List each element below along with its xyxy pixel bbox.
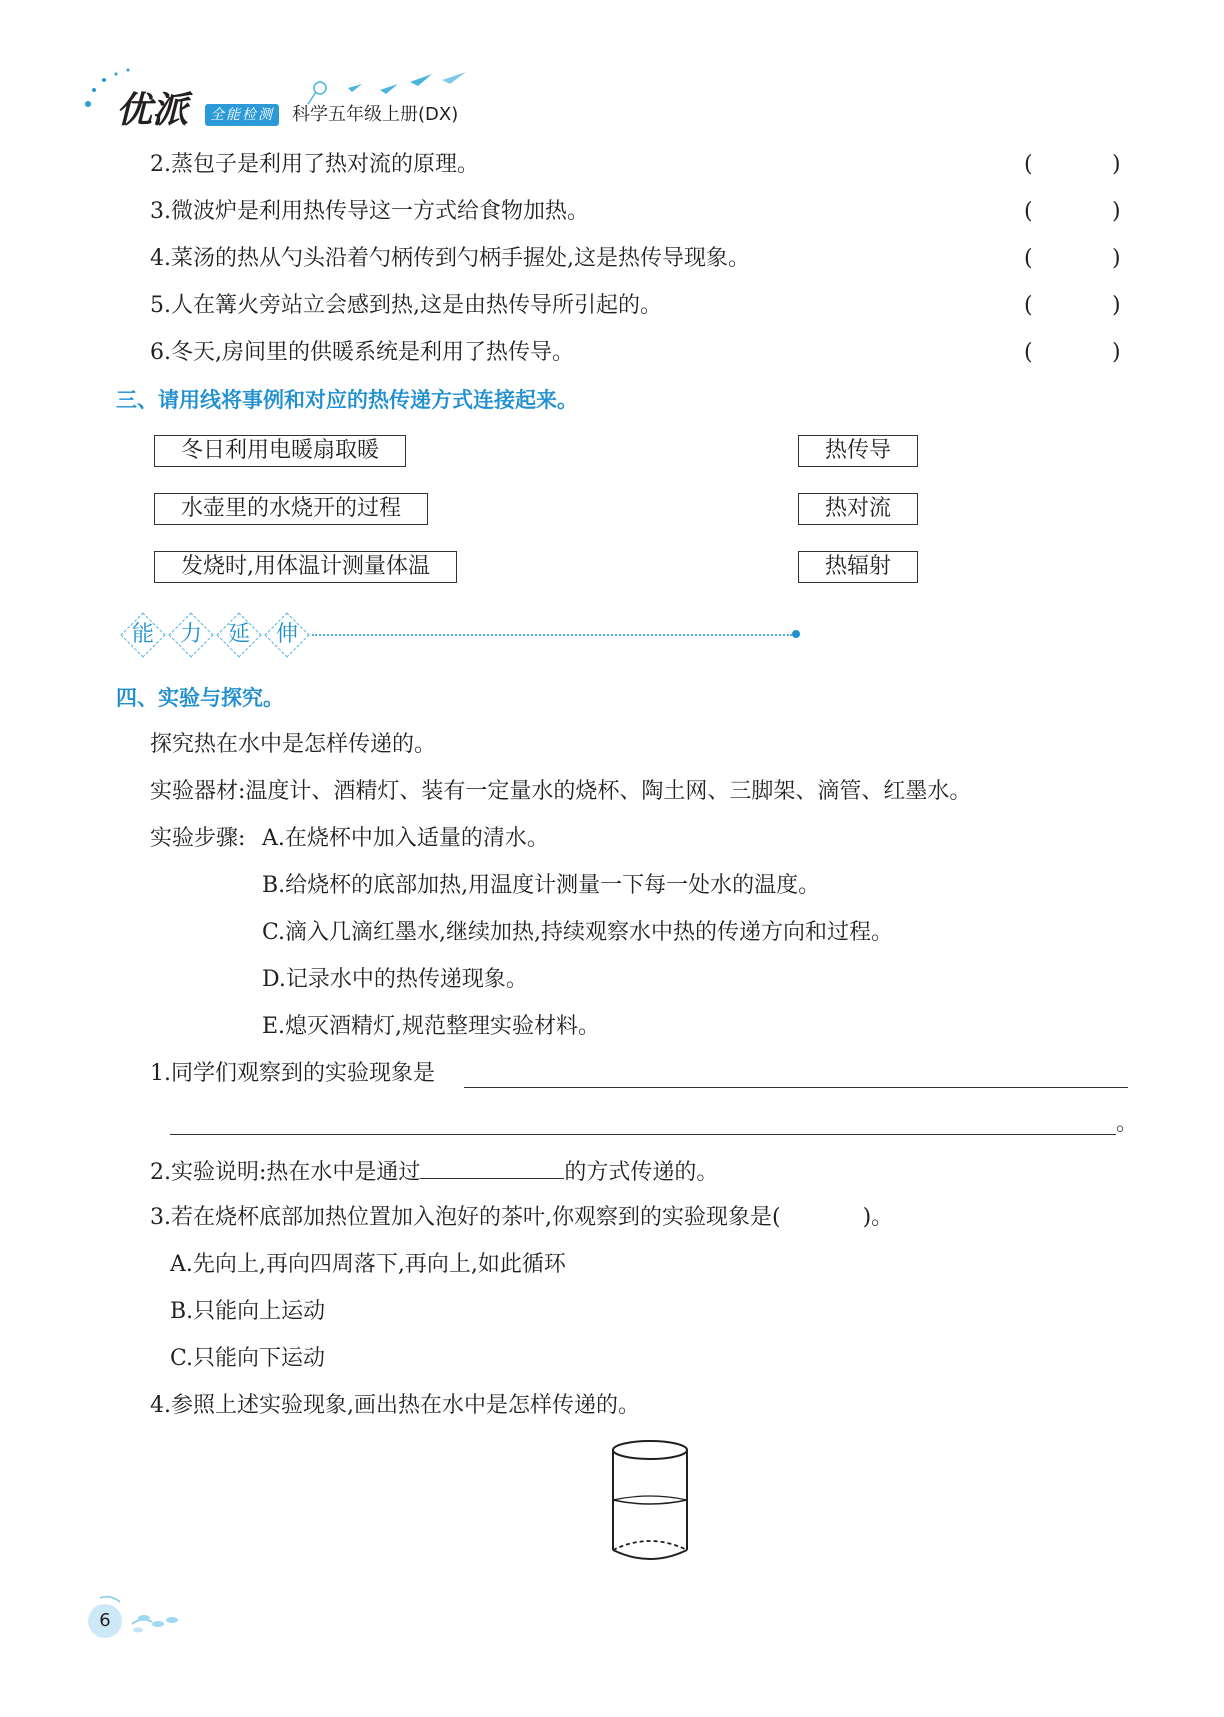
example-box[interactable]: 发烧时,用体温计测量体温 <box>154 551 457 583</box>
section-4-title: 四、实验与探究。 <box>116 686 284 710</box>
book-subject <box>292 102 458 128</box>
option-b[interactable]: B.只能向上运动 <box>170 1299 326 1324</box>
book-edition: (DX) <box>418 104 459 125</box>
banner-char: 伸 <box>275 622 298 647</box>
method-box[interactable]: 热对流 <box>798 493 918 525</box>
page-number: 6 <box>99 1610 111 1631</box>
question-3-suffix: )。 <box>862 1205 894 1230</box>
section-3-title: 三、请用线将事例和对应的热传递方式连接起来。 <box>116 388 578 412</box>
experiment-step: B.给烧杯的底部加热,用温度计测量一下每一处水的温度。 <box>262 873 821 898</box>
experiment-step: D.记录水中的热传递现象。 <box>262 967 528 992</box>
question-2-prefix: 2.实验说明:热在水中是通过 <box>150 1160 421 1185</box>
experiment-step: E.熄灭酒精灯,规范整理实验材料。 <box>262 1014 601 1039</box>
judgement-item <box>150 291 662 321</box>
question-3-prefix: 3.若在烧杯底部加热位置加入泡好的茶叶,你观察到的实验现象是( <box>150 1205 781 1230</box>
banner-diamond <box>120 612 166 658</box>
judgement-text: 6.冬天,房间里的供暖系统是利用了热传导。 <box>150 340 574 365</box>
experiment-materials: 实验器材:温度计、酒精灯、装有一定量水的烧杯、陶土网、三脚架、滴管、红墨水。 <box>150 779 972 804</box>
banner-dotted-line <box>312 634 792 636</box>
answer-paren-open: ( <box>1024 152 1033 177</box>
experiment-step: A.在烧杯中加入适量的清水。 <box>262 826 549 851</box>
answer-paren-close: ) <box>1112 246 1121 271</box>
answer-paren-open: ( <box>1024 293 1033 318</box>
page-footer <box>84 1590 204 1640</box>
banner-char: 力 <box>179 622 202 647</box>
judgement-text: 3.微波炉是利用热传导这一方式给食物加热。 <box>150 199 589 224</box>
answer-line-q1-second[interactable] <box>170 1134 1116 1135</box>
example-box[interactable]: 冬日利用电暖扇取暖 <box>154 435 406 467</box>
answer-paren-close: ) <box>1112 199 1121 224</box>
banner-char: 能 <box>131 622 154 647</box>
answer-paren-close: ) <box>1112 293 1121 318</box>
answer-paren-open: ( <box>1024 340 1033 365</box>
method-box[interactable]: 热辐射 <box>798 551 918 583</box>
brand-logo: 优派 <box>116 89 189 131</box>
experiment-steps-label: 实验步骤: <box>150 826 246 851</box>
question-4: 4.参照上述实验现象,画出热在水中是怎样传递的。 <box>150 1393 640 1418</box>
judgement-text: 5.人在篝火旁站立会感到热,这是由热传导所引起的。 <box>150 293 662 318</box>
option-c[interactable]: C.只能向下运动 <box>170 1346 326 1371</box>
banner-diamond <box>264 612 310 658</box>
answer-paren-close: ) <box>1112 152 1121 177</box>
example-box[interactable]: 水壶里的水烧开的过程 <box>154 493 428 525</box>
judgement-item <box>150 150 479 180</box>
judgement-item <box>150 197 589 227</box>
answer-paren-close: ) <box>1112 340 1121 365</box>
judgement-item <box>150 244 750 274</box>
question-2-suffix: 的方式传递的。 <box>564 1160 719 1185</box>
banner-diamond <box>216 612 262 658</box>
experiment-step: C.滴入几滴红墨水,继续加热,持续观察水中热的传递方向和过程。 <box>262 920 894 945</box>
judgement-text: 4.菜汤的热从勺头沿着勺柄传到勺柄手握处,这是热传导现象。 <box>150 246 750 271</box>
ability-banner <box>112 610 812 660</box>
judgement-text: 2.蒸包子是利用了热对流的原理。 <box>150 152 479 177</box>
answer-paren-open: ( <box>1024 199 1033 224</box>
question-3 <box>150 1203 893 1233</box>
answer-blank-q2[interactable] <box>420 1156 564 1179</box>
banner-end-dot-icon <box>792 630 800 638</box>
series-badge: 全能检测 <box>205 104 279 126</box>
answer-line-end: 。 <box>1116 1111 1139 1136</box>
experiment-intro: 探究热在水中是怎样传递的。 <box>150 732 437 757</box>
answer-paren-open: ( <box>1024 246 1033 271</box>
page-header <box>80 60 500 140</box>
question-2 <box>150 1156 718 1188</box>
method-box[interactable]: 热传导 <box>798 435 918 467</box>
answer-line-q1[interactable] <box>464 1087 1128 1088</box>
question-1: 1.同学们观察到的实验现象是 <box>150 1061 435 1086</box>
book-subject-text: 科学五年级上册 <box>292 104 418 125</box>
option-a[interactable]: A.先向上,再向四周落下,再向上,如此循环 <box>170 1252 566 1277</box>
banner-char: 延 <box>227 622 250 647</box>
judgement-item <box>150 338 574 368</box>
banner-diamond <box>168 612 214 658</box>
beaker-drawing[interactable] <box>600 1432 700 1572</box>
